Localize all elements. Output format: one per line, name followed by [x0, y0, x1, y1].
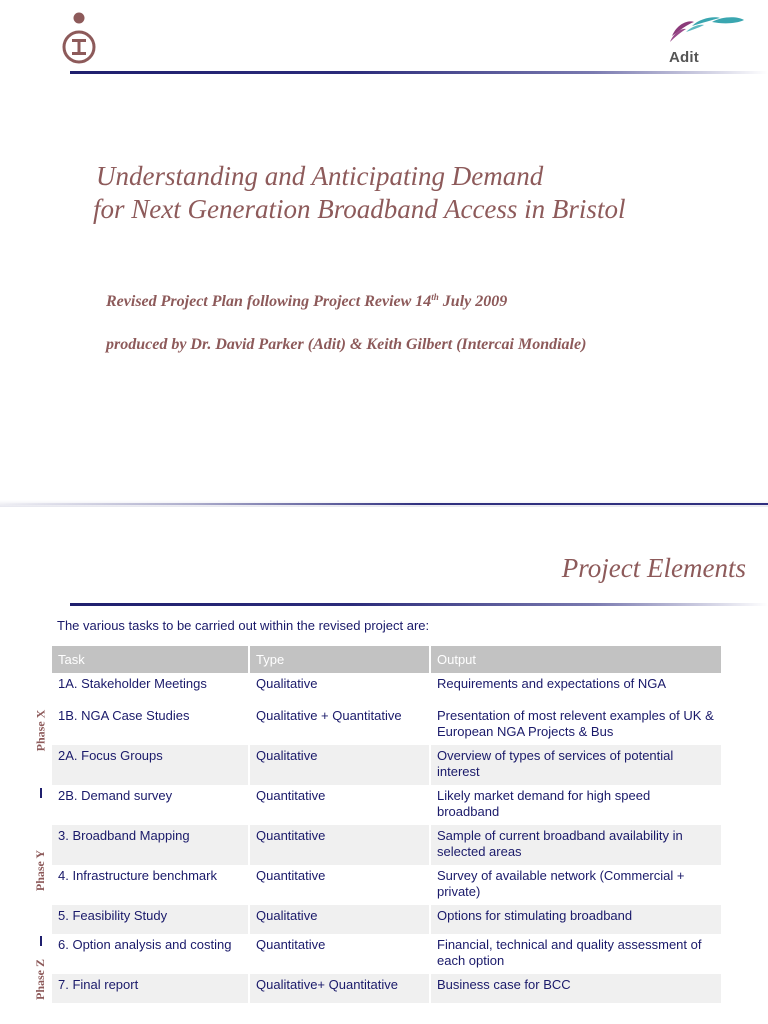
table-row: [52, 974, 721, 1003]
phase-separator: [40, 936, 42, 946]
type-cell: Qualitative: [250, 905, 431, 934]
slide-title: [93, 160, 756, 226]
task-cell: 7. Final report: [52, 974, 250, 1003]
project-elements-slide: [0, 507, 768, 1024]
table-row: [52, 934, 721, 974]
intercai-logo-icon: [58, 10, 100, 68]
subtitle-text: Revised Project Plan following Project Review 14: [106, 293, 432, 310]
type-cell: Quantitative: [250, 865, 431, 905]
type-cell: Quantitative: [250, 934, 431, 974]
table-row: [52, 865, 721, 905]
output-cell: Requirements and expectations of NGA: [431, 673, 721, 702]
table-row: [52, 702, 721, 745]
table-row: [52, 673, 721, 702]
subtitle-date: July 2009: [438, 293, 508, 310]
table-header-row: [52, 646, 721, 673]
task-cell: 2A. Focus Groups: [52, 745, 250, 785]
task-cell: 3. Broadband Mapping: [52, 825, 250, 865]
table-row: [52, 825, 721, 865]
output-cell: Sample of current broadband availability in selected areas: [431, 825, 721, 865]
title-line-1: Understanding and Anticipating Demand: [96, 161, 544, 191]
task-cell: 5. Feasibility Study: [52, 905, 250, 934]
output-cell: Likely market demand for high speed broadband: [431, 785, 721, 825]
title-line-2: for Next Generation Broadband Access in Bristol: [93, 194, 626, 224]
phase-separator: [40, 788, 42, 798]
task-cell: 4. Infrastructure benchmark: [52, 865, 250, 905]
heading-rule: [70, 603, 768, 606]
task-cell: 1A. Stakeholder Meetings: [52, 673, 250, 702]
task-cell: 6. Option analysis and costing: [52, 934, 250, 974]
subtitle: [106, 292, 746, 311]
table-row: [52, 785, 721, 825]
project-tasks-table: [52, 646, 721, 1003]
output-cell: Financial, technical and quality assessment of each option: [431, 934, 721, 974]
table-row: [52, 745, 721, 785]
subtitle-superscript: th: [431, 292, 439, 302]
phase-y-label: Phase Y: [33, 849, 48, 892]
type-cell: Qualitative + Quantitative: [250, 702, 431, 745]
output-cell: Business case for BCC: [431, 974, 721, 1003]
task-cell: 1B. NGA Case Studies: [52, 702, 250, 745]
type-cell: Quantitative: [250, 825, 431, 865]
title-slide: [0, 0, 768, 500]
column-header-output: Output: [431, 646, 721, 673]
output-cell: Presentation of most relevent examples of UK & European NGA Projects & Bus: [431, 702, 721, 745]
header-rule: [70, 71, 768, 74]
phase-z-label: Phase Z: [33, 958, 48, 1001]
type-cell: Qualitative: [250, 745, 431, 785]
intro-text: The various tasks to be carried out within the revised project are:: [57, 618, 430, 633]
output-cell: Options for stimulating broadband: [431, 905, 721, 934]
authors-line: produced by Dr. David Parker (Adit) & Keith Gilbert (Intercai Mondiale): [106, 336, 587, 353]
output-cell: Overview of types of services of potential interest: [431, 745, 721, 785]
slide-heading: Project Elements: [561, 553, 746, 583]
task-cell: 2B. Demand survey: [52, 785, 250, 825]
adit-logo-text: Adit: [669, 49, 699, 66]
slide-divider-line: [0, 503, 768, 505]
column-header-type: Type: [250, 646, 431, 673]
type-cell: Qualitative: [250, 673, 431, 702]
type-cell: Qualitative+ Quantitative: [250, 974, 431, 1003]
output-cell: Survey of available network (Commercial + private): [431, 865, 721, 905]
type-cell: Quantitative: [250, 785, 431, 825]
table-row: [52, 905, 721, 934]
phase-x-label: Phase X: [33, 709, 48, 752]
column-header-task: Task: [52, 646, 250, 673]
